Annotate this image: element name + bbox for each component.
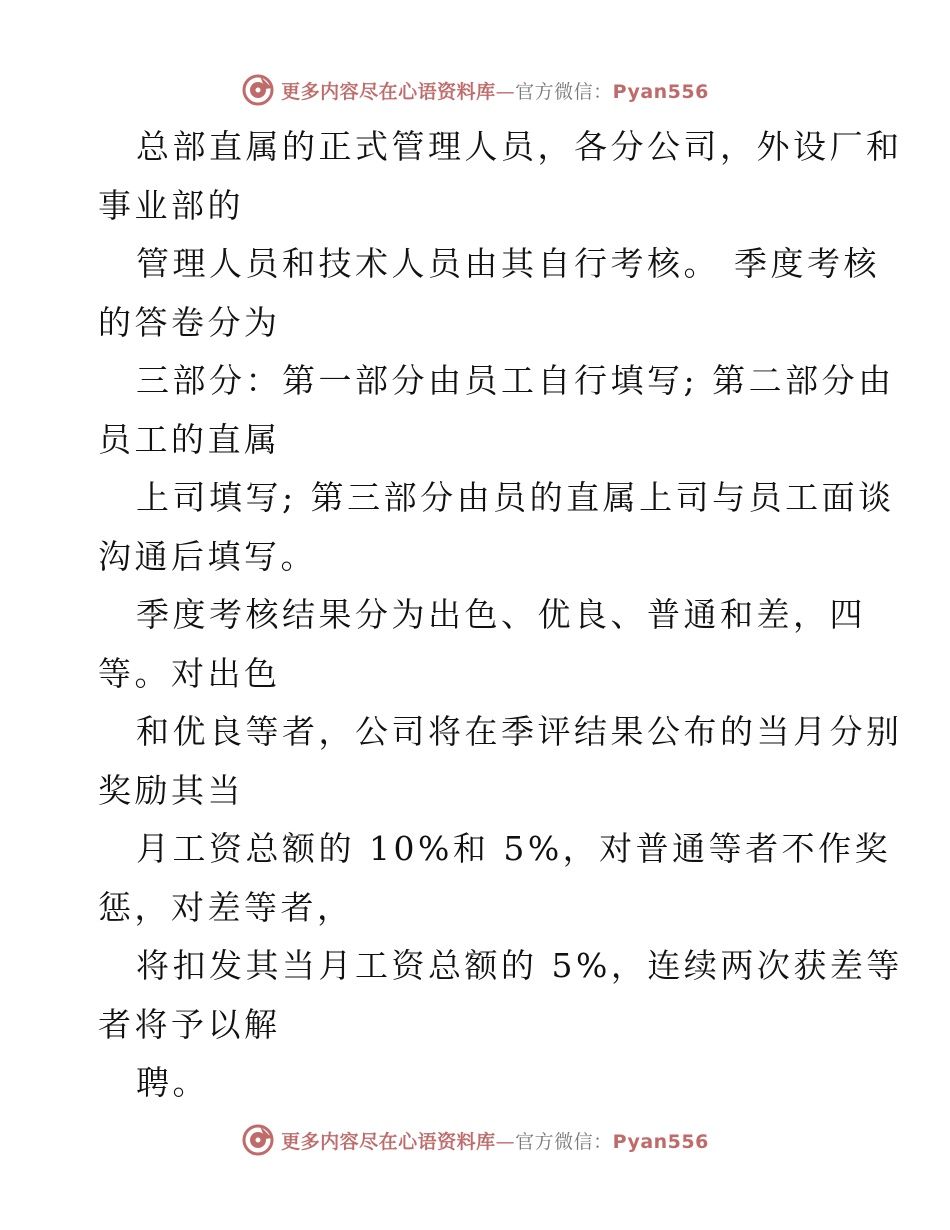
watermark-dash: — [495,1130,516,1153]
text-line: 聘。 [136,1063,209,1102]
watermark-banner-top [0,70,950,110]
text-line: 沟通后填写。 [98,536,317,576]
text-line: 员工的直属 [98,419,281,459]
text-line: 总部直属的正式管理人员，各分公司，外设厂和 [136,127,903,166]
text-line: 和优良等者，公司将在季评结果公布的当月分别 [136,712,903,751]
text-line: 事业部的 [98,185,244,225]
text-line: 管理人员和技术人员由其自行考核。 季度考核 [136,244,880,283]
watermark-brand: 更多内容尽在心语资料库 [281,1130,496,1153]
watermark-dash: — [495,80,516,103]
text-line: 奖励其当 [98,770,244,810]
text-line: 月工资总额的 10%和 5%，对普通等者不作奖 [136,829,892,868]
watermark-id: Pyan556 [612,1130,709,1153]
pen-logo-icon [241,1123,275,1157]
text-line: 上司填写; 第三部分由员的直属上司与员工面谈 [136,478,895,517]
pen-logo-icon [241,73,275,107]
text-line: 三部分：第一部分由员工自行填写; 第二部分由 [136,361,895,400]
watermark-banner-bottom [0,1120,950,1160]
watermark-suffix: 官方微信： [515,80,613,103]
text-line: 将扣发其当月工资总额的 5%，连续两次获差等 [136,946,903,985]
watermark-id: Pyan556 [612,80,709,103]
text-line: 等。对出色 [98,653,281,693]
watermark-text [281,77,709,104]
text-line: 者将予以解 [98,1004,281,1044]
watermark-brand: 更多内容尽在心语资料库 [281,80,496,103]
text-line: 季度考核结果分为出色、优良、普通和差，四 [136,595,866,634]
watermark-suffix: 官方微信： [515,1130,613,1153]
watermark-text [281,1127,709,1154]
text-line: 的答卷分为 [98,302,281,342]
body-text [98,118,903,1113]
text-line: 惩，对差等者， [98,887,354,927]
